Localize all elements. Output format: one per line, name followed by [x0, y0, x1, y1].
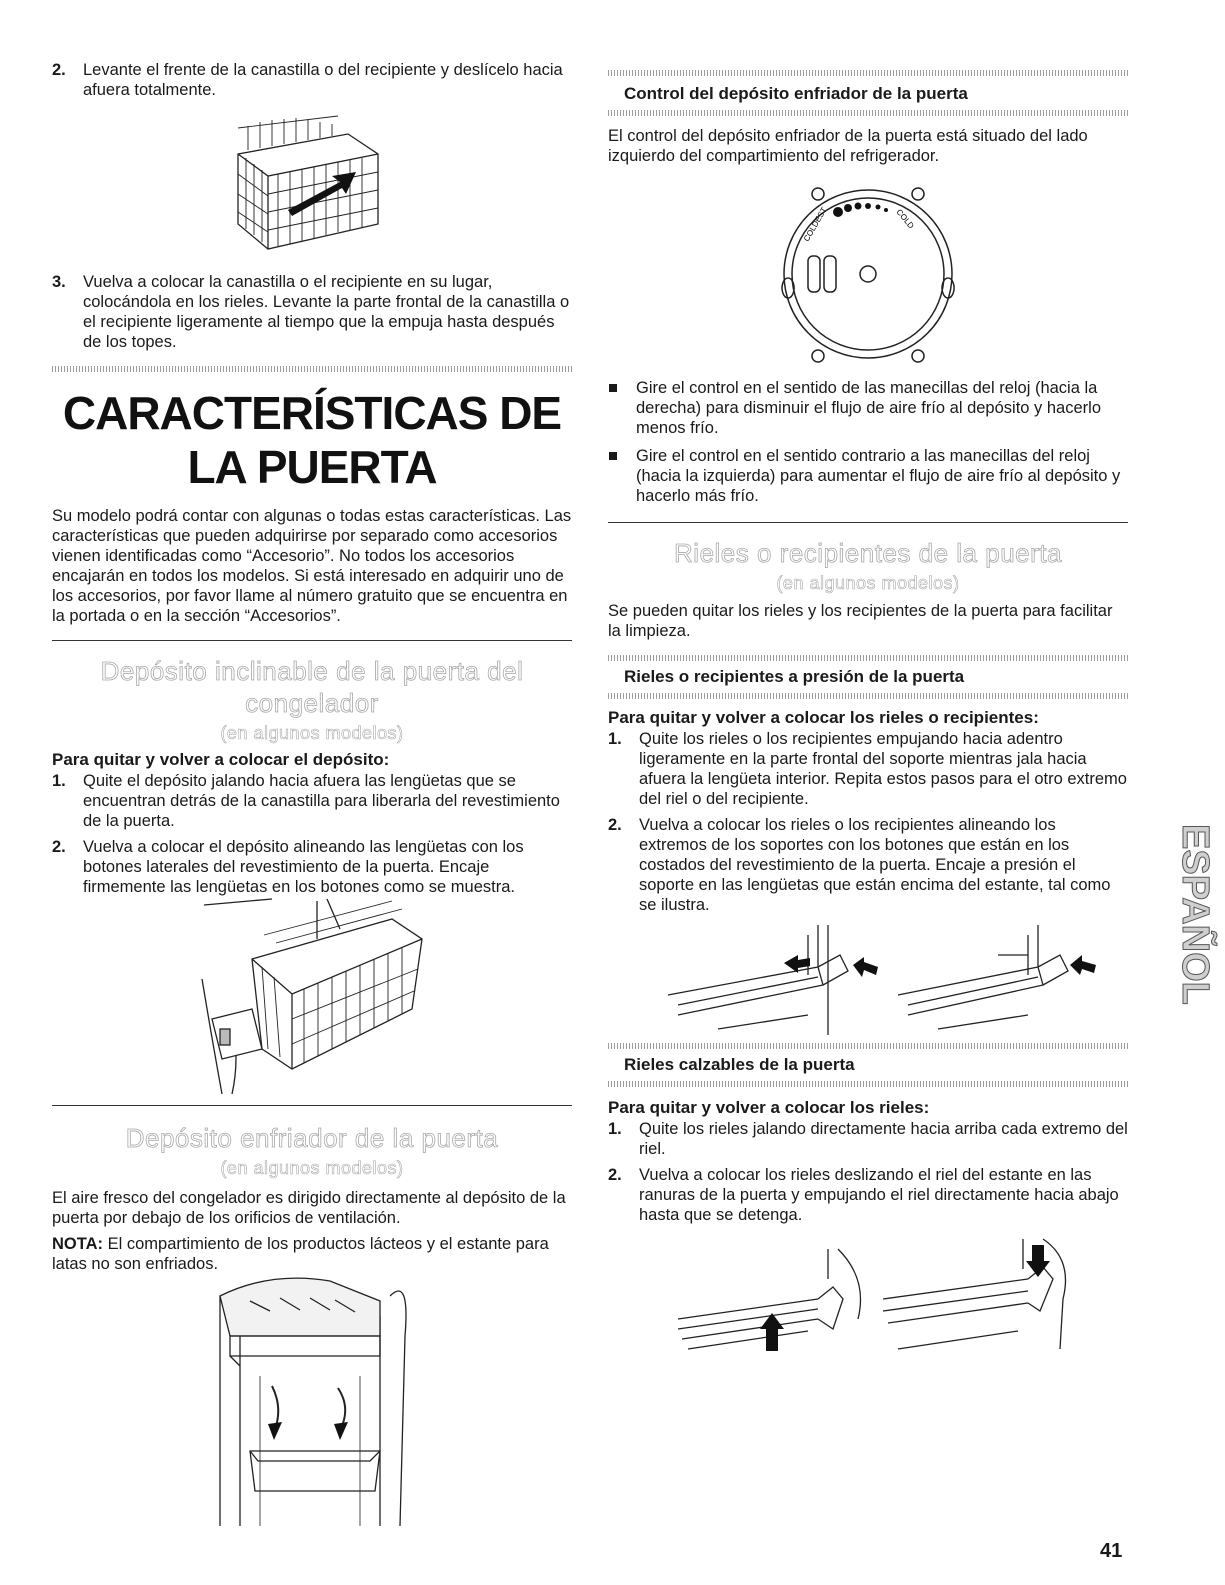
left-column — [52, 60, 572, 1526]
heading-rule-top — [608, 655, 1128, 661]
pressure-rail-step-1 — [608, 729, 1128, 809]
step-number: 2. — [52, 838, 66, 856]
control-paragraph: El control del depósito enfriador de la puerta está situado del lado izquierdo del compartimiento del refrigerador. — [608, 127, 1088, 165]
dial-label-coldest: COLDEST — [801, 205, 829, 243]
freezer-bin-step-2 — [52, 837, 572, 897]
page-number: 41 — [1100, 1540, 1123, 1562]
section-subtitle: (en algunos modelos) — [220, 723, 404, 743]
step-number: 2. — [608, 816, 622, 834]
control-dial-illustration — [768, 182, 968, 362]
instruction-subhead: Para quitar y volver a colocar los rieles: — [608, 1098, 930, 1117]
door-chiller-bin-illustration — [210, 1276, 410, 1526]
step-text: Quite los rieles jalando directamente hacia arriba cada extremo del riel. — [639, 1120, 1128, 1158]
bullet-counterclockwise — [608, 446, 1128, 506]
pressure-rail-step-2 — [608, 815, 1128, 915]
right-column — [608, 70, 1128, 1359]
step-text: Quite el depósito jalando hacia afuera las lengüetas que se encuentran detrás de la canastilla para liberarla del revestimiento de la puerta. — [83, 772, 560, 830]
pressure-rails-heading: Rieles o recipientes a presión de la puerta — [624, 667, 965, 686]
section-title-door-chiller: Depósito enfriador de la puerta — [125, 1123, 499, 1153]
section-divider — [52, 640, 572, 641]
step-number: 1. — [608, 730, 622, 748]
step-text: Levante el frente de la canastilla o del recipiente y deslícelo hacia afuera totalmente. — [83, 61, 563, 99]
snap-rail-illustration — [668, 1239, 1088, 1359]
bullet-text: Gire el control en el sentido contrario a las manecillas del reloj (hacia la izquierda) para aumentar el flujo de aire frío al depósito y hacerlo más frío. — [636, 447, 1121, 505]
heading-rule-bottom — [608, 1081, 1128, 1087]
basket-removal-illustration — [228, 114, 388, 264]
step-2-remove-basket — [52, 60, 572, 100]
instruction-subhead: Para quitar y volver a colocar los rieles o recipientes: — [608, 708, 1039, 727]
step-number: 1. — [52, 772, 66, 790]
snap-rail-step-1 — [608, 1119, 1128, 1159]
step-number: 1. — [608, 1120, 622, 1138]
snap-rails-heading: Rieles calzables de la puerta — [624, 1055, 855, 1074]
snap-rail-step-2 — [608, 1165, 1128, 1225]
heading-rule-top — [608, 70, 1128, 76]
section-divider — [608, 522, 1128, 523]
note-paragraph — [52, 1234, 572, 1274]
control-heading: Control del depósito enfriador de la puerta — [624, 84, 968, 103]
bullet-marker — [609, 452, 617, 460]
main-title — [52, 386, 572, 494]
freezer-bin-step-1 — [52, 771, 572, 831]
intro-paragraph: Su modelo podrá contar con algunas o todas estas características. Las características que pueden adquirirse por separado como accesorios vienen identificadas como “Accesorio”. No todos los accesorios encajarán en todos los modelos. Si está interesado en adquirir uno de los accesorios, por favor llame al número gratuito que se encuentra en la portada o en la sección “Accesorios”. — [52, 507, 572, 625]
bullet-text: Gire el control en el sentido de las manecillas del reloj (hacia la derecha) para disminuir el flujo de aire frío al depósito y hacerlo menos frío. — [636, 379, 1101, 437]
heading-rule-top — [608, 1043, 1128, 1049]
step-text: Vuelva a colocar los rieles o los recipientes alineando los extremos de los soportes con los botones que están en los costados del revestimiento de la puerta. Encaje a presión el soporte en las lengüetas que están encima del estante, tal como se ilustra. — [639, 816, 1111, 914]
rails-paragraph: Se pueden quitar los rieles y los recipientes de la puerta para facilitar la limpieza. — [608, 602, 1113, 640]
section-divider — [52, 366, 572, 372]
heading-rule-bottom — [608, 110, 1128, 116]
section-title-door-rails: Rieles o recipientes de la puerta — [674, 538, 1062, 568]
step-text: Quite los rieles o los recipientes empujando hacia adentro ligeramente en la parte frontal del soporte mientras jala hacia afuera la lengüeta interior. Repita estos pasos para el otro extremo del riel o del recipiente. — [639, 730, 1127, 808]
step-text: Vuelva a colocar los rieles deslizando el riel del estante en las ranuras de la puerta y empujando el riel directamente hacia abajo hasta que se detenga. — [639, 1166, 1119, 1224]
main-title-line-1: CARACTERÍSTICAS DE — [62, 387, 562, 439]
main-title-line-2: LA PUERTA — [187, 441, 437, 493]
bullet-clockwise — [608, 378, 1128, 438]
dial-label-cold: COLD — [894, 207, 916, 231]
section-title-line-1: Depósito inclinable de la puerta del — [100, 656, 524, 686]
step-text: Vuelva a colocar la canastilla o el recipiente en su lugar, colocándola en los rieles. Levante la parte frontal de la canastilla o el recipiente ligeramente al tiempo que la empuja hasta después de los topes. — [83, 273, 570, 351]
step-number: 3. — [52, 273, 66, 291]
note-label: NOTA: — [52, 1235, 104, 1253]
step-3-replace-basket — [52, 272, 572, 352]
side-tab-label: ESPAÑOL — [1174, 824, 1216, 1005]
section-title-line-2: congelador — [245, 688, 379, 718]
language-side-tab — [1143, 820, 1216, 1060]
section-title-freezer-bin — [52, 655, 572, 719]
tilt-bin-illustration — [192, 899, 432, 1099]
heading-rule-bottom — [608, 693, 1128, 699]
step-text: Vuelva a colocar el depósito alineando las lengüetas con los botones laterales del revestimiento de la puerta. Encaje firmemente las lengüetas en los botones como se muestra. — [83, 838, 524, 896]
instruction-subhead: Para quitar y volver a colocar el depósito: — [52, 750, 390, 769]
note-text: El compartimiento de los productos lácteos y el estante para latas no son enfriados. — [52, 1235, 549, 1273]
bullet-marker — [609, 384, 617, 392]
section-divider — [52, 1105, 572, 1106]
section-subtitle: (en algunos modelos) — [220, 1158, 404, 1178]
step-number: 2. — [52, 61, 66, 79]
pressure-rail-illustration — [658, 925, 1088, 1035]
step-number: 2. — [608, 1166, 622, 1184]
section-subtitle: (en algunos modelos) — [776, 573, 960, 593]
chiller-paragraph: El aire fresco del congelador es dirigido directamente al depósito de la puerta por debajo de los orificios de ventilación. — [52, 1189, 566, 1227]
